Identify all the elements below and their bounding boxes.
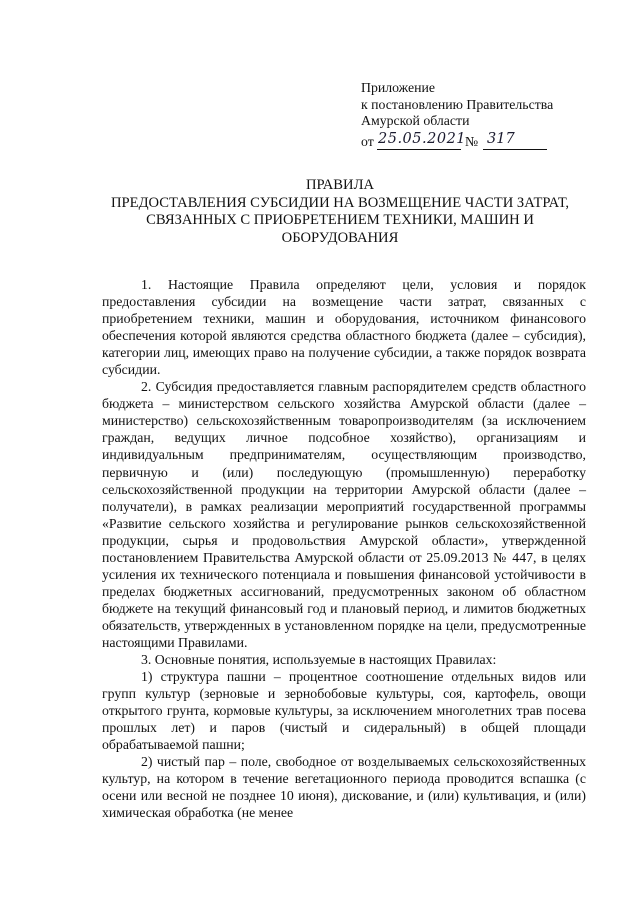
title-line: СВЯЗАННЫХ С ПРИОБРЕТЕНИЕМ ТЕХНИКИ, МАШИН И bbox=[146, 212, 534, 229]
date-prefix: от bbox=[361, 133, 374, 149]
paragraph: 1) структура пашни – процентное соотношение отдельных видов или групп культур (зерновые и зернобобовые культуры, соя, картофель, овощи открытого грунта, кормовые культуры, за исключением многолетних трав посева прошлых лет) и паров (чистый и сидеральный) в общей площади обрабатываемой пашни; bbox=[102, 669, 586, 753]
handwritten-number: 317 bbox=[487, 130, 515, 147]
number-prefix: № bbox=[465, 133, 479, 149]
paragraph: 3. Основные понятия, используемые в настоящих Правилах: bbox=[141, 652, 497, 668]
appendix-line: к постановлению Правительства bbox=[361, 96, 554, 112]
date-underline bbox=[377, 149, 461, 150]
number-underline bbox=[483, 149, 547, 150]
appendix-line: Амурской области bbox=[361, 113, 470, 129]
title-line: ПРАВИЛА bbox=[305, 177, 375, 193]
document-body bbox=[102, 276, 586, 822]
handwritten-date: 25.05.2021 bbox=[378, 130, 467, 147]
paragraph: 2. Субсидия предоставляется главным распорядителем средств областного бюджета – министерством сельского хозяйства Амурской области (далее – министерство) сельскохозяйственным товаропроизводителям (за исключением граждан, ведущих личное подсобное хозяйство), организациям и индивидуальным предпринимателям, осуществляющим производство, первичную и (или) последующую (промышленную) переработку сельскохозяйственной продукции на территории Амурской области (далее – получатели), в рамках реализации мероприятий государственной программы «Развитие сельского хозяйства и регулирование рынков сельскохозяйственной продукции, сырья и продовольствия Амурской области», утвержденной постановлением Правительства Амурской области от 25.09.2013 № 447, в целях усиления их технического потенциала и повышения финансовой устойчивости в пределах бюджетных ассигнований, предусмотренных законом об областном бюджете на текущий финансовый год и плановый период, и лимитов бюджетных обязательств, утвержденных в установленном порядке на цели, предусмотренные настоящими Правилами. bbox=[102, 379, 586, 650]
title-line: ПРЕДОСТАВЛЕНИЯ СУБСИДИИ НА ВОЗМЕЩЕНИЕ ЧАСТИ ЗАТРАТ, bbox=[111, 194, 569, 211]
title-line: ОБОРУДОВАНИЯ bbox=[281, 229, 399, 246]
document-title bbox=[100, 177, 580, 247]
appendix-header bbox=[361, 80, 601, 151]
resolution-date-number bbox=[361, 131, 601, 151]
paragraph: 2) чистый пар – поле, свободное от возделываемых сельскохозяйственных культур, на котором в течение вегетационного периода проводится вспашка (с осени или весной не позднее 10 июня), дискование, и (или) культивация, и (или) химическая обработка (не менее bbox=[102, 754, 586, 821]
appendix-line: Приложение bbox=[361, 80, 436, 95]
paragraph: 1. Настоящие Правила определяют цели, условия и порядок предоставления субсидии на возмещение части затрат, связанных с приобретением техники, машин и оборудования, источником финансового обеспечения которой являются средства областного бюджета (далее – субсидия), категории лиц, имеющих право на получение субсидии, а также порядок возврата субсидии. bbox=[102, 277, 586, 378]
